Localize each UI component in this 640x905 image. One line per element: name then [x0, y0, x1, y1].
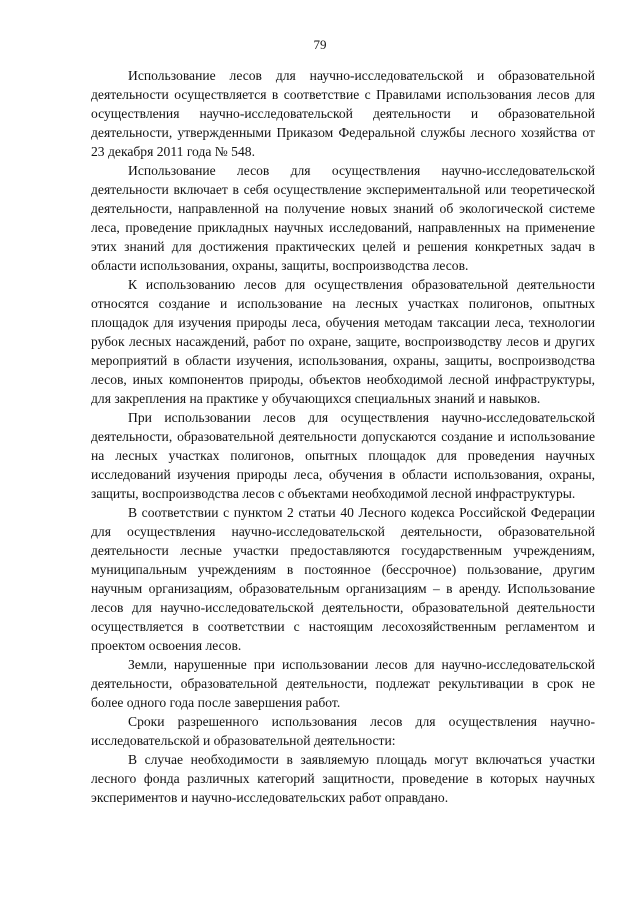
paragraph-1: Использование лесов для научно-исследовательской и образовательной деятельности осуществляется в соответствие с Правилами использования лесов для осуществления научно-исследовательской деятельности и образовательной деятельности, утвержденными Приказом Федеральной службы лесного хозяйства от 23 декабря 2011 года № 548. — [91, 68, 595, 159]
paragraph-8: В случае необходимости в заявляемую площадь могут включаться участки лесного фонда различных категорий защитности, проведение в которых научных экспериментов и научно-исследовательских работ оправдано. — [91, 752, 595, 805]
paragraph-7: Сроки разрешенного использования лесов для осуществления научно-исследовательской и образовательной деятельности: — [91, 714, 595, 748]
body-text — [91, 66, 595, 807]
paragraph-5: В соответствии с пунктом 2 статьи 40 Лесного кодекса Российской Федерации для осуществления научно-исследовательской деятельности, образовательной деятельности лесные участки предоставляются государственным учреждениям, муниципальным учреждениям в постоянное (бессрочное) пользование, другим научным организациям, образовательным организациям – в аренду. Использование лесов для научно-исследовательской деятельности, образовательной деятельности осуществляется в соответствии с настоящим лесохозяйственным регламентом и проектом освоения лесов. — [91, 505, 595, 653]
page-number: 79 — [313, 37, 327, 52]
paragraph-2: Использование лесов для осуществления научно-исследовательской деятельности включает в себя осуществление экспериментальной или теоретической деятельности, направленной на получение новых знаний об экологической системе леса, проведение прикладных научных исследований, направленных на применение этих знаний для достижения практических целей и решения конкретных задач в области использования, охраны, защиты, воспроизводства лесов. — [91, 163, 595, 273]
paragraph-4: При использовании лесов для осуществления научно-исследовательской деятельности, образовательной деятельности допускаются создание и использование на лесных участках полигонов, опытных площадок для проведения научных исследований изучения природы леса, обучения в области использования, охраны, защиты, воспроизводства лесов с объектами необходимой лесной инфраструктуры. — [91, 410, 595, 501]
paragraph-6: Земли, нарушенные при использовании лесов для научно-исследовательской деятельности, образовательной деятельности, подлежат рекультивации в срок не более одного года после завершения работ. — [91, 657, 595, 710]
paragraph-3: К использованию лесов для осуществления образовательной деятельности относятся создание и использование на лесных участках полигонов, опытных площадок для изучения природы леса, обучения методам таксации леса, технологии рубок лесных насаждений, работ по охране, защите, воспроизводству лесов и других мероприятий в области изучения, использования, охраны, защиты, воспроизводства лесов, иных компонентов природы, объектов необходимой лесной инфраструктуры, для закрепления на практике у обучающихся специальных знаний и навыков. — [91, 277, 595, 406]
